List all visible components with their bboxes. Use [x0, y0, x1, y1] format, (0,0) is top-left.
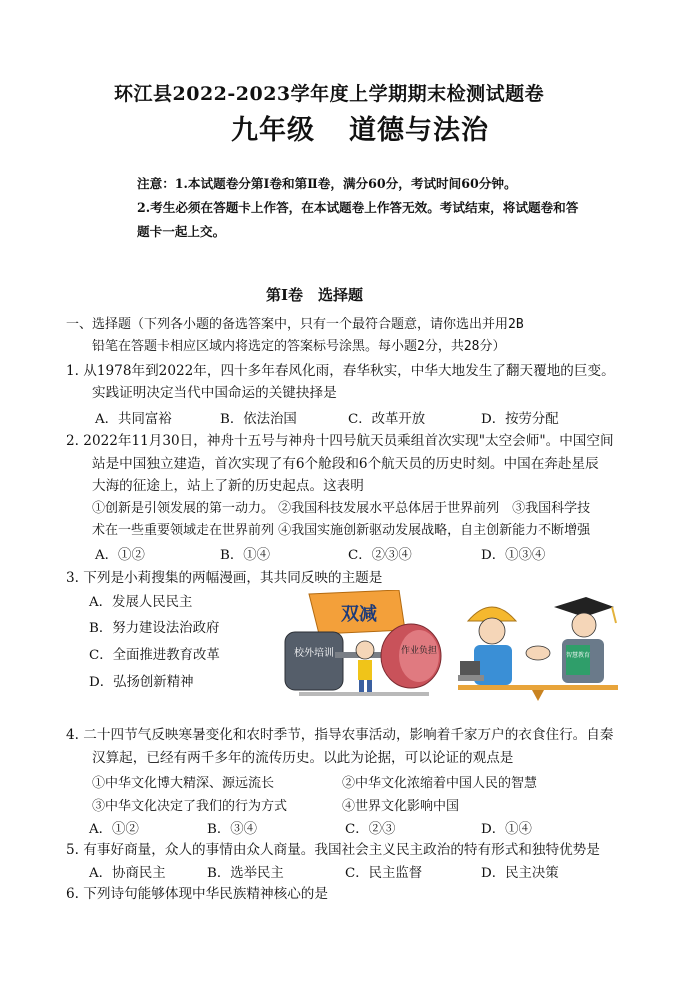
- q2-statement-2: 术在一些重要领域走在世界前列 ④我国实施创新驱动发展战略，自主创新能力不断增强: [92, 523, 591, 538]
- notice-line-1: 注意：1.本试题卷分第Ⅰ卷和第Ⅱ卷，满分60分，考试时间60分钟。: [137, 176, 517, 191]
- q1-option-a: A．共同富裕: [95, 412, 172, 427]
- notice-line-2: 2.考生必须在答题卡上作答，在本试题卷上作答无效。考试结束，将试题卷和答: [137, 200, 579, 215]
- q1-option-d: D．按劳分配: [481, 412, 559, 427]
- q4-statement-2: ②中华文化浓缩着中国人民的智慧: [342, 776, 538, 791]
- q2-option-a: A．①②: [95, 548, 145, 563]
- q4-statement-4: ④世界文化影响中国: [342, 799, 460, 814]
- q4-statement-3: ③中华文化决定了我们的行为方式: [92, 799, 288, 814]
- q3-option-a: A．发展人民民主: [89, 595, 193, 610]
- notice-line-3: 题卡一起上交。: [137, 224, 226, 239]
- q5-option-b: B．选举民主: [207, 866, 284, 881]
- q5-option-c: C．民主监督: [345, 866, 423, 881]
- section-instruction-1: 一、选择题（下列各小题的备选答案中，只有一个最符合题意，请你选出并用2B: [66, 317, 524, 332]
- q1-stem-1: 1. 从1978年到2022年，四十多年春风化雨，春华秋实，中华大地发生了翻天覆地的巨变。: [66, 363, 615, 379]
- q2-statement-1: ①创新是引领发展的第一动力。 ②我国科技发展水平总体居于世界前列 ③我国科学技: [92, 501, 591, 516]
- q1-option-b: B．依法治国: [220, 412, 297, 427]
- cartoon-handshake: [454, 583, 624, 703]
- q4-option-d: D．①④: [481, 822, 532, 837]
- q5-stem: 5. 有事好商量，众人的事情由众人商量。我国社会主义民主政治的特有形式和独特优势是: [66, 842, 600, 858]
- q5-option-d: D．民主决策: [481, 866, 559, 881]
- cartoon2-board-label: 智慧教育: [565, 652, 591, 659]
- q2-stem-3: 大海的征途上，站上了新的历史起点。这表明: [92, 478, 364, 494]
- section-title: 第Ⅰ卷 选择题: [266, 286, 364, 304]
- q4-option-b: B．③④: [207, 822, 258, 837]
- q4-stem-2: 汉算起，已经有两千多年的流传历史。以此为论据，可以论证的观点是: [92, 750, 514, 766]
- q2-stem-1: 2. 2022年11月30日，神舟十五号与神舟十四号航天员乘组首次实现"太空会师"。中国空间: [66, 433, 614, 449]
- q2-stem-2: 站是中国独立建造，首次实现了有6个舱段和6个航天员的历史时刻。中国在奔赴星辰: [92, 456, 599, 472]
- cartoon1-right-label: 作业负担: [400, 646, 438, 656]
- q6-stem: 6. 下列诗句能够体现中华民族精神核心的是: [66, 886, 328, 902]
- q3-option-b: B．努力建设法治政府: [89, 621, 220, 636]
- q4-option-a: A．①②: [89, 822, 139, 837]
- cartoon1-left-label: 校外培训: [294, 648, 334, 659]
- cartoon-double-reduction: [279, 590, 445, 702]
- q2-option-b: B．①④: [220, 548, 271, 563]
- q2-option-c: C．②③④: [348, 548, 412, 563]
- grade-label: 九年级: [231, 115, 315, 146]
- subject-label: 道德与法治: [349, 115, 489, 146]
- q3-option-d: D．弘扬创新精神: [89, 675, 194, 690]
- exam-title: 环江县2022-2023学年度上学期期末检测试题卷: [114, 83, 545, 105]
- section-instruction-2: 铅笔在答题卡相应区域内将选定的答案标号涂黑。每小题2分，共28分）: [92, 339, 506, 354]
- q4-option-c: C．②③: [345, 822, 396, 837]
- q5-option-a: A．协商民主: [89, 866, 166, 881]
- cartoon1-sign-text: 双减: [341, 604, 377, 625]
- q3-option-c: C．全面推进教育改革: [89, 648, 220, 663]
- q1-option-c: C．改革开放: [348, 412, 426, 427]
- q1-stem-2: 实践证明决定当代中国命运的关键抉择是: [92, 385, 337, 401]
- q3-stem: 3. 下列是小莉搜集的两幅漫画，其共同反映的主题是: [66, 570, 383, 586]
- q4-stem-1: 4. 二十四节气反映寒暑变化和农时季节，指导农事活动，影响着千家万户的衣食住行。自秦: [66, 727, 614, 743]
- q4-statement-1: ①中华文化博大精深、源远流长: [92, 776, 275, 791]
- q2-option-d: D．①③④: [481, 548, 546, 563]
